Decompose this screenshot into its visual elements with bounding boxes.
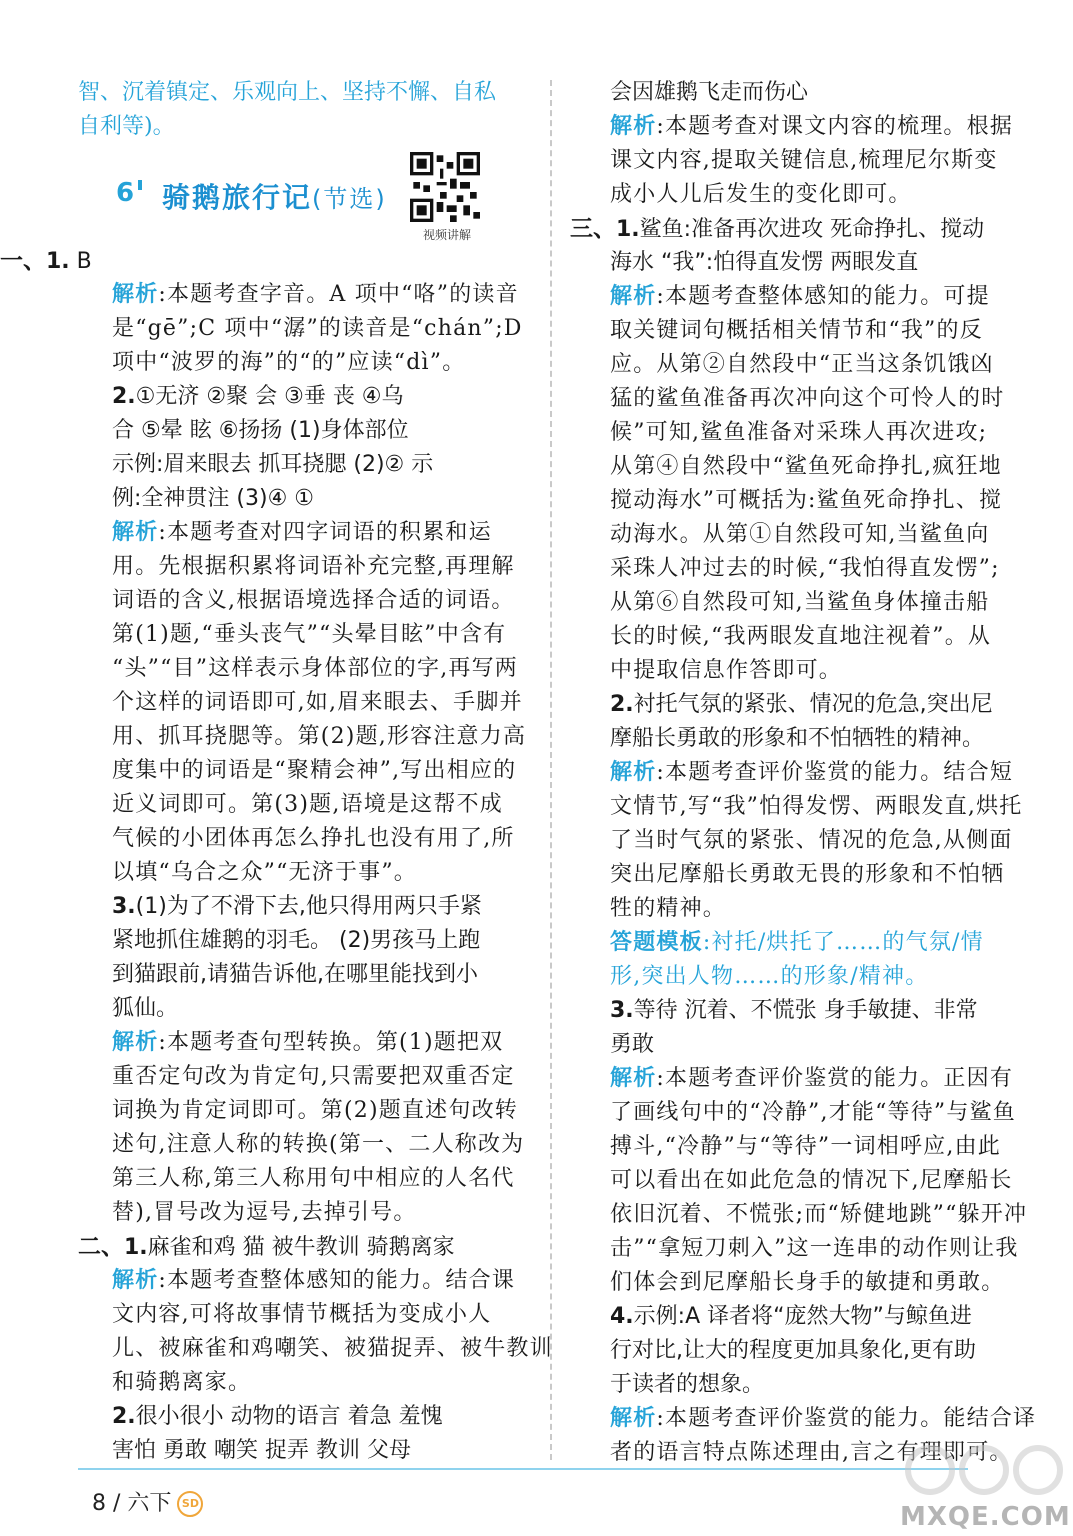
answer: 于读者的想象。 [610, 1372, 765, 1397]
question-number: 2. [112, 384, 136, 409]
analysis-label: 解析 [610, 1406, 657, 1431]
analysis-text: 近义词即可。第(3)题,语境是这帮不成 [112, 792, 503, 817]
analysis-text: 和骑鹅离家。 [112, 1370, 252, 1395]
analysis-text: 取关键词句概括相关情节和“我”的反 [610, 318, 983, 343]
page-number: 8 [92, 1491, 106, 1516]
answer: 海水 “我”:怕得直发愣 两眼发直 [610, 250, 919, 275]
answer: (1)为了不滑下去,他只得用两只手紧 [135, 894, 482, 919]
answer: 例:全神贯注 (3)④ ① [112, 486, 315, 511]
answer: 等待 沉着、不慌张 身手敏捷、非常 [633, 998, 978, 1023]
analysis-text: :本题考查评价鉴赏的能力。能结合译 [656, 1406, 1037, 1431]
analysis-label: 解析 [610, 284, 657, 309]
analysis-text: :本题考查对四字词语的积累和运 [158, 520, 492, 545]
answer: 示例:眉来眼去 抓耳挠腮 (2)② 示 [112, 452, 434, 477]
analysis-text: “头”“目”这样表示身体部位的字,再写两 [112, 656, 518, 681]
analysis-text: 用。先根据积累将词语补充完整,再理解 [112, 554, 515, 579]
analysis-text: 第三人称,第三人称用句中相应的人名代 [112, 1166, 515, 1191]
analysis-text: 从第④自然段中“鲨鱼死命挣扎,疯狂地 [610, 454, 1002, 479]
question-number: 1. [124, 1235, 148, 1260]
analysis-text: 是“gē”;C 项中“潺”的读音是“chán”;D [112, 316, 523, 341]
question-number: 1. [46, 249, 70, 274]
analysis-text: 依旧沉着、不慌张;而“矫健地跳”“躲开冲 [610, 1202, 1028, 1227]
question-number: 1. [616, 217, 640, 242]
answer: 鲨鱼:准备再次进攻 死命挣扎、搅动 [639, 217, 985, 242]
edition-badge: SD [177, 1491, 203, 1517]
analysis-text: 项中“波罗的海”的“的”应读“dì”。 [112, 350, 466, 375]
analysis-text: 文内容,可将故事情节概括为变成小人 [112, 1302, 492, 1327]
analysis-text: 长的时候,“我两眼发直地注视着”。从 [610, 624, 992, 649]
analysis-label: 解析 [610, 760, 657, 785]
analysis-text: 用、抓耳挠腮等。第(2)题,形容注意力高 [112, 724, 527, 749]
answer: 到猫跟前,请猫告诉他,在哪里能找到小 [112, 962, 478, 987]
analysis-text: :本题考查整体感知的能力。可提 [656, 284, 990, 309]
watermark-text: MXQE.COM [900, 1502, 1071, 1532]
section-number: 三、 [570, 216, 616, 242]
analysis-label: 解析 [610, 1066, 657, 1091]
analysis-text: :本题考查对课文内容的梳理。根据 [656, 114, 1014, 139]
question-number: 2. [112, 1404, 136, 1429]
analysis-text: 者的语言特点陈述理由,言之有理即可。 [610, 1440, 1013, 1465]
analysis-text: 猛的鲨鱼准备再次冲向这个可怜人的时 [610, 386, 1005, 411]
analysis-label: 解析 [112, 1268, 159, 1293]
analysis-text: 以填“乌合之众”“无济于事”。 [112, 860, 417, 885]
analysis-text: 们体会到尼摩船长身手的敏捷和勇敢。 [610, 1270, 1005, 1295]
analysis-text: 从第⑥自然段可知,当鲨鱼身体撞击船 [610, 590, 990, 615]
answer: 狐仙。 [112, 996, 179, 1021]
answer: 示例:A 译者将“庞然大物”与鲸鱼进 [633, 1304, 972, 1329]
qr-code-icon[interactable] [410, 152, 480, 222]
answer: 行对比,让大的程度更加具象化,更有助 [610, 1338, 976, 1363]
analysis-text: 可以看出在如此危急的情况下,尼摩船长 [610, 1168, 1013, 1193]
qr-label: 视频讲解 [422, 228, 471, 242]
analysis-text: :本题考查评价鉴赏的能力。正因有 [656, 1066, 1014, 1091]
template-text: :衬托/烘托了……的气氛/情 [702, 930, 984, 955]
analysis-text: 替),冒号改为逗号,去掉引号。 [112, 1200, 417, 1225]
analysis-text: :本题考查评价鉴赏的能力。结合短 [656, 760, 1014, 785]
intro-line: 智、沉着镇定、乐观向上、坚持不懈、自私 [78, 80, 497, 105]
analysis-text: 述句,注意人称的转换(第一、二人称改为 [112, 1132, 525, 1157]
analysis-text: 击”“拿短刀刺入”这一连串的动作则让我 [610, 1236, 1019, 1261]
intro-line: 自利等)。 [78, 114, 175, 139]
answer: 紧地抓住雄鹅的羽毛。 (2)男孩马上跑 [112, 928, 481, 953]
analysis-text: 中提取信息作答即可。 [610, 658, 843, 683]
template-label: 答题模板 [610, 930, 703, 955]
analysis-label: 解析 [112, 520, 159, 545]
analysis-text: 第(1)题,“垂头丧气”“头晕目眩”中含有 [112, 622, 507, 647]
answer: 摩船长勇敢的形象和不怕牺牲的精神。 [610, 726, 985, 751]
analysis-text: :本题考查字音。A 项中“咯”的读音 [158, 282, 519, 307]
analysis-text: 文情节,写“我”怕得发愣、两眼发直,烘托 [610, 794, 1023, 819]
analysis-text: 重否定句改为肯定句,只需要把双重否定 [112, 1064, 515, 1089]
lesson-number: 6 [116, 178, 135, 208]
column-divider [550, 80, 552, 1460]
question-number: 2. [610, 692, 634, 717]
analysis-text: 成小人儿后发生的变化即可。 [610, 182, 912, 207]
analysis-text: 搅动海水”可概括为:鲨鱼死命挣扎、搅 [610, 488, 1003, 513]
analysis-label: 解析 [112, 1030, 159, 1055]
analysis-text: 搏斗,“冷静”与“等待”一词相呼应,由此 [610, 1134, 1001, 1159]
analysis-text: 词换为肯定词即可。第(2)题直述句改转 [112, 1098, 518, 1123]
answer: 衬托气氛的紧张、情况的危急,突出尼 [633, 692, 993, 717]
lesson-title-text: 骑鹅旅行记 [162, 181, 313, 214]
question-number: 3. [112, 894, 136, 919]
analysis-text: 气候的小团体再怎么挣扎也没有用了,所 [112, 826, 515, 851]
analysis-text: :本题考查句型转换。第(1)题把双 [158, 1030, 504, 1055]
answer: 麻雀和鸡 猫 被牛教训 骑鹅离家 [147, 1235, 455, 1260]
lesson-title-sub: (节选) [312, 185, 387, 213]
analysis-text: 候”可知,鲨鱼准备对采珠人再次进攻; [610, 420, 988, 445]
footer-rule [78, 1468, 968, 1470]
answer: ①无济 ②聚 会 ③垂 丧 ④乌 [135, 384, 404, 409]
analysis-text: 课文内容,提取关键信息,梳理尼尔斯变 [610, 148, 998, 173]
template-text: 形,突出人物……的形象/精神。 [610, 964, 929, 989]
analysis-label: 解析 [610, 114, 657, 139]
question-number: 3. [610, 998, 634, 1023]
analysis-text: 儿、被麻雀和鸡嘲笑、被猫捉弄、被牛教训 [112, 1336, 553, 1361]
answer: 害怕 勇敢 嘲笑 捉弄 教训 父母 [112, 1438, 411, 1463]
analysis-text: 词语的含义,根据语境选择合适的词语。 [112, 588, 515, 613]
analysis-text: 应。从第②自然段中“正当这条饥饿凶 [610, 352, 994, 377]
page-footer [92, 1486, 203, 1517]
grade-label: 六下 [127, 1491, 172, 1516]
title-tick-icon [138, 180, 142, 190]
analysis-text: 牲的精神。 [610, 896, 727, 921]
answer: B [76, 249, 92, 274]
analysis-text: 动海水。从第①自然段可知,当鲨鱼向 [610, 522, 990, 547]
answer: 会因雄鹅飞走而伤心 [610, 80, 809, 105]
analysis-text: 采珠人冲过去的时候,“我怕得直发愣”; [610, 556, 1000, 581]
analysis-text: 突出尼摩船长勇敢无畏的形象和不怕牺 [610, 862, 1005, 887]
analysis-text: 了画线句中的“冷静”,才能“等待”与鲨鱼 [610, 1100, 1016, 1125]
answer: 勇敢 [610, 1032, 655, 1057]
analysis-text: 度集中的词语是“聚精会神”,写出相应的 [112, 758, 517, 783]
analysis-text: :本题考查整体感知的能力。结合课 [158, 1268, 516, 1293]
page-separator: / [113, 1491, 121, 1516]
answer: 合 ⑤晕 眩 ⑥扬扬 (1)身体部位 [112, 418, 409, 443]
section-number: 二、 [78, 1234, 124, 1260]
question-number: 4. [610, 1304, 634, 1329]
answer: 很小很小 动物的语言 着急 羞愧 [135, 1404, 443, 1429]
analysis-text: 个这样的词语即可,如,眉来眼去、手脚并 [112, 690, 523, 715]
analysis-label: 解析 [112, 282, 159, 307]
analysis-text: 了当时气氛的紧张、情况的危急,从侧面 [610, 828, 1013, 853]
section-number: 一、 [0, 248, 46, 274]
lesson-title [116, 176, 416, 226]
